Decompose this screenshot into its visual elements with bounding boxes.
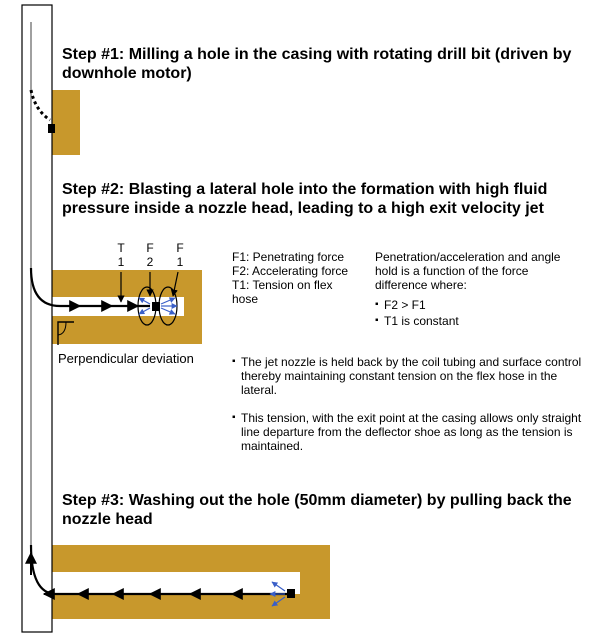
step3-heading: Step #3: Washing out the hole (50mm diameter) by pulling back the nozzle head (62, 492, 572, 528)
step2-heading: Step #2: Blasting a lateral hole into the formation with high fluid pressure inside a nozzle head, leading to a high exit velocity jet (62, 181, 548, 217)
t1-letter: T (117, 241, 125, 255)
force-legend (232, 250, 372, 306)
legend-f1: F1: Penetrating force (232, 250, 345, 264)
legend-t1: T1: Tension on flex hose (232, 278, 333, 306)
f1-index: 1 (176, 255, 184, 269)
legend-f2: F2: Accelerating force (232, 264, 349, 278)
drill-bit-icon (48, 124, 55, 133)
formation-step1 (52, 90, 80, 155)
deviation-label: Perpendicular deviation (58, 351, 194, 366)
f2-index: 2 (146, 255, 154, 269)
note-2: ▪ This tension, with the exit point at the casing allows only straight line departure from the deflector shoe as long as the tension is maintained. (232, 411, 596, 453)
casing-outline (22, 5, 52, 632)
t1-index: 1 (117, 255, 125, 269)
step1-heading: Step #1: Milling a hole in the casing with rotating drill bit (driven by downhole motor) (62, 46, 572, 82)
condition-item-1: ▪ F2 > F1 (375, 298, 426, 312)
nozzle-head-step3 (287, 589, 295, 598)
f2-letter: F (146, 241, 154, 255)
condition-intro: Penetration/acceleration and angle hold is a function of the force difference where: (375, 250, 561, 292)
note-1: ▪ The jet nozzle is held back by the coil tubing and surface control thereby maintaining constant tension on the flex hose in the lateral. (232, 355, 596, 397)
f1-letter: F (176, 241, 184, 255)
lateral-hole-step3 (52, 572, 300, 594)
condition-item-2: ▪ T1 is constant (375, 314, 459, 328)
dotted-bend-step1 (31, 90, 50, 120)
